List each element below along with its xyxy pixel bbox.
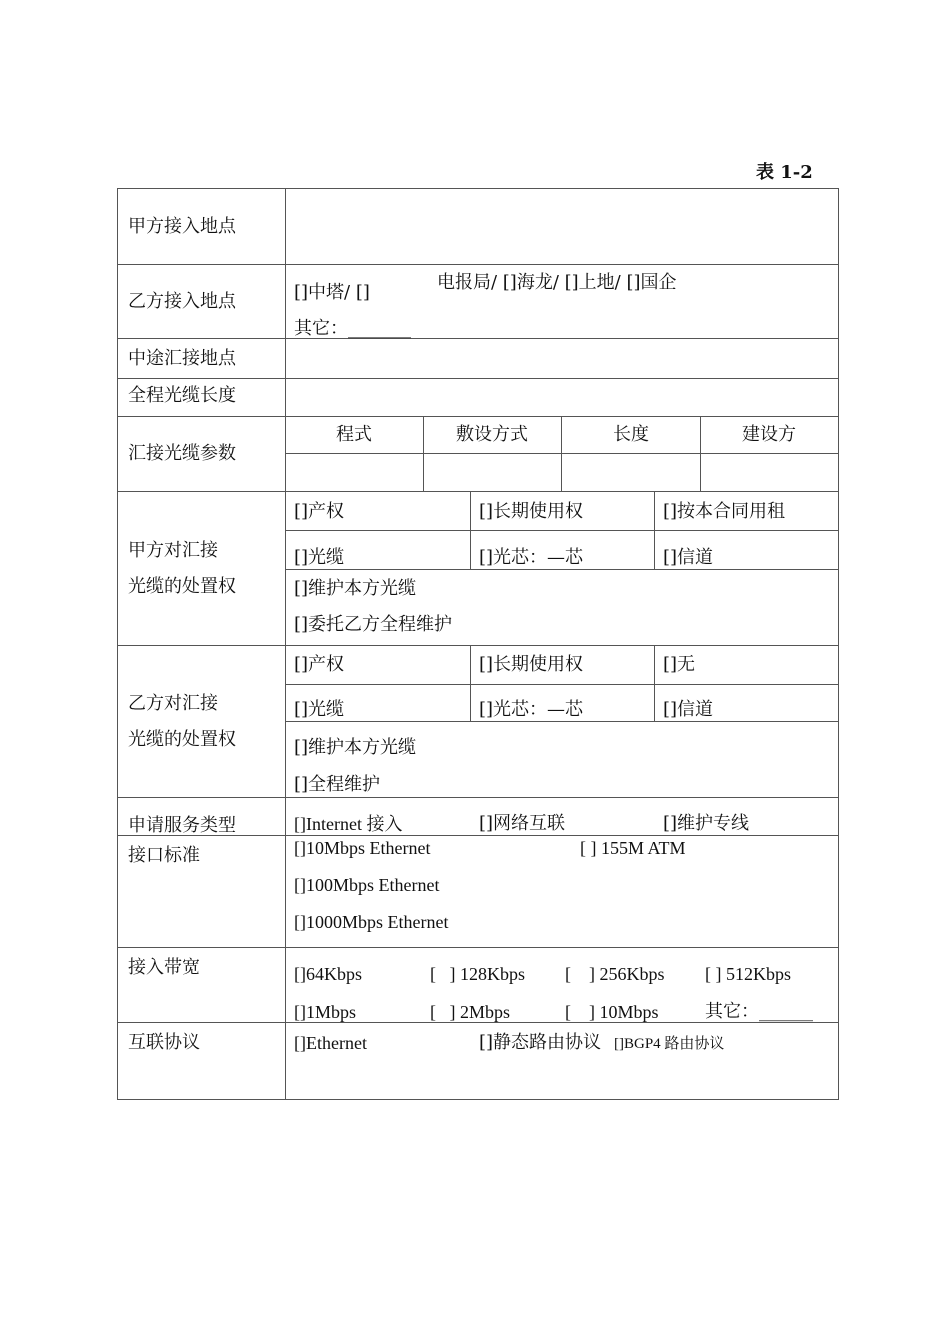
a-ownership-checkbox[interactable]: []产权 [294, 501, 345, 522]
b-maintain-own-checkbox[interactable]: []维护本方光缆 [294, 737, 417, 758]
bw-1mbps-checkbox[interactable]: []1Mbps [294, 1002, 356, 1022]
bw-512kbps-checkbox[interactable]: [ ] 512Kbps [705, 964, 791, 984]
bw-other-field[interactable]: 其它：______ [705, 1001, 813, 1022]
bw-256kbps-checkbox[interactable]: [ ] 256Kbps [565, 964, 665, 984]
option-zhongta-checkbox[interactable]: []中塔/ [] [294, 282, 370, 303]
b-cable-checkbox[interactable]: []光缆 [294, 699, 345, 720]
table-border-right [838, 188, 839, 1099]
protocol-bgp4-text: []BGP4 路由协议 [614, 1036, 725, 1052]
other-location-field[interactable]: 其它：_______ [294, 318, 411, 339]
label-column-divider [285, 188, 286, 1099]
opt-1000mbps-checkbox[interactable]: []1000Mbps Ethernet [294, 912, 449, 932]
party-b-rights-label-line2: 光缆的处置权 [128, 729, 236, 750]
header-jianshefang: 建设方 [742, 424, 796, 445]
opt-10mbps-checkbox[interactable]: []10Mbps Ethernet [294, 838, 431, 858]
party-a-rights-label-line2: 光缆的处置权 [128, 576, 236, 597]
protocol-label: 互联协议 [128, 1032, 200, 1053]
protocol-bgp4-checkbox[interactable] [614, 1032, 724, 1055]
bandwidth-label: 接入带宽 [128, 957, 200, 978]
maintenance-line-checkbox[interactable]: []维护专线 [663, 813, 750, 834]
bw-64kbps-checkbox[interactable]: []64Kbps [294, 964, 362, 984]
row-divider [117, 491, 839, 492]
service-type-label: 申请服务类型 [128, 815, 236, 836]
a-long-term-use-checkbox[interactable]: []长期使用权 [479, 501, 584, 522]
interface-label: 接口标准 [128, 845, 200, 866]
header-changdu: 长度 [613, 424, 649, 445]
b-fiber-core-checkbox[interactable]: []光芯：—芯 [479, 699, 584, 720]
row-divider [117, 645, 839, 646]
network-interconnect-checkbox[interactable]: []网络互联 [479, 813, 566, 834]
params-divider [285, 453, 839, 454]
params-col-divider [423, 416, 424, 491]
b-full-maintain-checkbox[interactable]: []全程维护 [294, 774, 381, 795]
b-long-term-use-checkbox[interactable]: []长期使用权 [479, 654, 584, 675]
table-border-left [117, 188, 118, 1099]
table-border-bottom [117, 1099, 839, 1100]
protocol-ethernet-checkbox[interactable]: []Ethernet [294, 1033, 367, 1053]
rights-a-col-divider [470, 491, 471, 569]
rights-b-divider [285, 721, 839, 722]
protocol-static-route-checkbox[interactable]: []静态路由协议 [479, 1032, 602, 1053]
params-col-divider [700, 416, 701, 491]
a-lease-checkbox[interactable]: []按本合同用租 [663, 501, 786, 522]
bw-10mbps-checkbox[interactable]: [ ] 10Mbps [565, 1002, 659, 1022]
cable-params-label: 汇接光缆参数 [128, 443, 236, 464]
row-divider [117, 416, 839, 417]
internet-access-checkbox[interactable]: []Internet 接入 [294, 814, 403, 834]
a-maintain-own-checkbox[interactable]: []维护本方光缆 [294, 578, 417, 599]
party-a-location-label: 甲方接入地点 [128, 216, 236, 237]
opt-155m-atm-checkbox[interactable]: [ ] 155M ATM [580, 838, 686, 858]
opt-100mbps-checkbox[interactable]: []100Mbps Ethernet [294, 875, 440, 895]
rights-a-divider [285, 530, 839, 531]
party-b-rights-label-line1: 乙方对汇接 [128, 693, 218, 714]
b-channel-checkbox[interactable]: []信道 [663, 699, 714, 720]
row-divider [117, 947, 839, 948]
header-cheng-shi: 程式 [336, 424, 372, 445]
row-divider [117, 378, 839, 379]
table-title: 表 1-2 [756, 162, 813, 183]
params-col-divider [561, 416, 562, 491]
row-divider [117, 797, 839, 798]
midway-location-label: 中途汇接地点 [128, 348, 236, 369]
b-ownership-checkbox[interactable]: []产权 [294, 654, 345, 675]
table-border-top [117, 188, 839, 189]
a-cable-checkbox[interactable]: []光缆 [294, 547, 345, 568]
b-none-checkbox[interactable]: []无 [663, 654, 696, 675]
bw-128kbps-checkbox[interactable]: [ ] 128Kbps [430, 964, 525, 984]
row-divider [117, 264, 839, 265]
bw-2mbps-checkbox[interactable]: [ ] 2Mbps [430, 1002, 510, 1022]
location-options[interactable]: 电报局/ []海龙/ []上地/ []国企 [437, 272, 677, 293]
rights-a-divider [285, 569, 839, 570]
a-channel-checkbox[interactable]: []信道 [663, 547, 714, 568]
party-b-location-label: 乙方接入地点 [128, 291, 236, 312]
a-entrust-maintain-checkbox[interactable]: []委托乙方全程维护 [294, 614, 453, 635]
row-divider [117, 338, 839, 339]
rights-b-col-divider [470, 645, 471, 721]
rights-b-divider [285, 684, 839, 685]
rights-b-col-divider [654, 645, 655, 721]
a-fiber-core-checkbox[interactable]: []光芯：—芯 [479, 547, 584, 568]
rights-a-col-divider [654, 491, 655, 569]
cable-length-label: 全程光缆长度 [128, 385, 236, 406]
party-a-rights-label-line1: 甲方对汇接 [128, 540, 218, 561]
header-fushe-fangshi: 敷设方式 [456, 424, 528, 445]
